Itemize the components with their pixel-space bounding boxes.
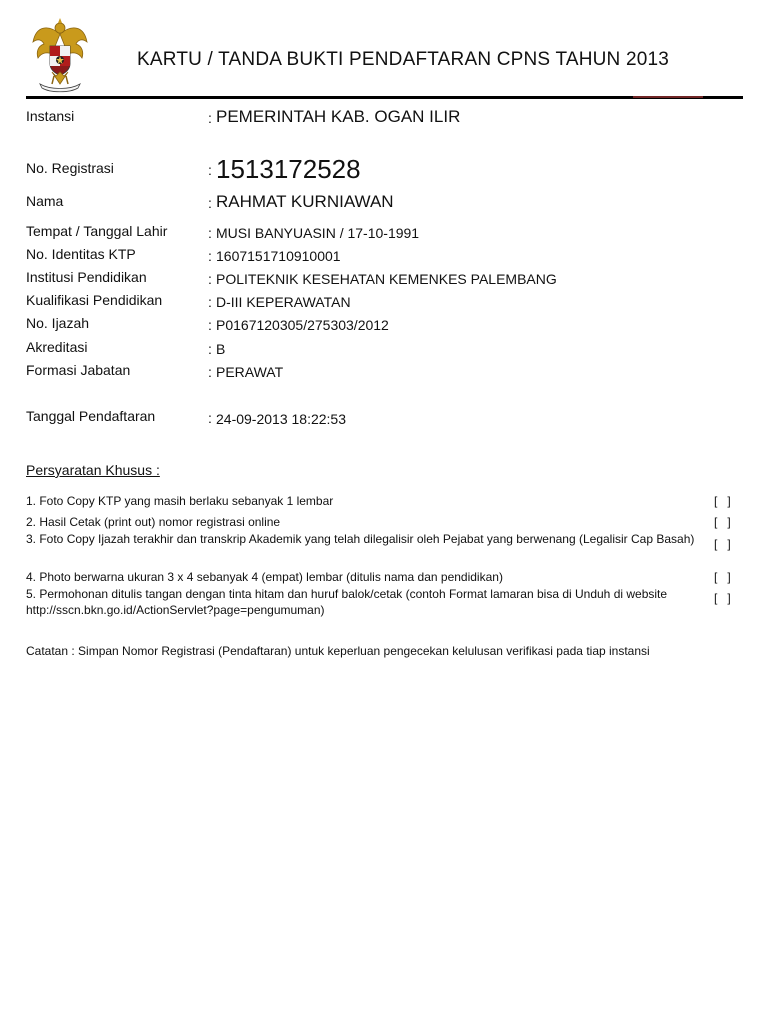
instansi-colon: : [208, 110, 212, 126]
tanggal-colon: : [208, 410, 212, 426]
tanggal-value: 24-09-2013 18:22:53 [216, 411, 346, 427]
requirement-item: 3. Foto Copy Ijazah terakhir dan transkrip Akademik yang telah dilegalisir oleh Pejabat yang berwenang (Legalisir Cap Basah) [26, 532, 695, 546]
ktp-label: No. Identitas KTP [26, 246, 136, 262]
akreditasi-value: B [216, 341, 226, 357]
ktp-colon: : [208, 248, 212, 264]
formasi-label: Formasi Jabatan [26, 362, 131, 378]
institusi-value: POLITEKNIK KESEHATAN KEMENKES PALEMBANG [216, 271, 557, 287]
instansi-value: PEMERINTAH KAB. OGAN ILIR [216, 107, 461, 126]
requirement-checkbox: [ ] [714, 537, 731, 551]
requirement-item: 2. Hasil Cetak (print out) nomor registrasi online [26, 515, 281, 529]
garuda-emblem-icon [30, 14, 90, 94]
no-registrasi-colon: : [208, 162, 212, 178]
header-mark [633, 96, 703, 98]
requirement-item: 1. Foto Copy KTP yang masih berlaku sebanyak 1 lembar [26, 494, 334, 508]
tanggal-label: Tanggal Pendaftaran [26, 408, 156, 424]
nama-colon: : [208, 195, 212, 211]
registration-note: Catatan : Simpan Nomor Registrasi (Pendaftaran) untuk keperluan pengecekan kelulusan verifikasi pada tiap instansi [26, 644, 650, 658]
instansi-label: Instansi [26, 108, 75, 124]
formasi-colon: : [208, 364, 212, 380]
nama-label: Nama [26, 193, 64, 209]
akreditasi-colon: : [208, 341, 212, 357]
ijazah-colon: : [208, 317, 212, 333]
requirement-checkbox: [ ] [714, 591, 731, 605]
no-registrasi-value: 1513172528 [216, 154, 361, 184]
institusi-label: Institusi Pendidikan [26, 269, 147, 285]
kualifikasi-colon: : [208, 294, 212, 310]
kualifikasi-value: D-III KEPERAWATAN [216, 294, 351, 310]
ttl-label: Tempat / Tanggal Lahir [26, 223, 168, 239]
ktp-value: 1607151710910001 [216, 248, 341, 264]
ttl-colon: : [208, 225, 212, 241]
requirement-checkbox: [ ] [714, 515, 731, 529]
requirements-heading: Persyaratan Khusus : [26, 462, 160, 478]
requirement-checkbox: [ ] [714, 494, 731, 508]
requirement-checkbox: [ ] [714, 570, 731, 584]
requirement-item: 5. Permohonan ditulis tangan dengan tinta hitam dan huruf balok/cetak (contoh Format lamaran bisa di Unduh di website http://sscn.bkn.go.id/ActionServlet?page=pengumuman) [26, 587, 668, 617]
institusi-colon: : [208, 271, 212, 287]
kualifikasi-label: Kualifikasi Pendidikan [26, 292, 163, 308]
ijazah-value: P0167120305/275303/2012 [216, 317, 389, 333]
akreditasi-label: Akreditasi [26, 339, 88, 355]
formasi-value: PERAWAT [216, 364, 284, 380]
page-title: KARTU / TANDA BUKTI PENDAFTARAN CPNS TAHUN 2013 [137, 49, 670, 70]
requirement-item: 4. Photo berwarna ukuran 3 x 4 sebanyak 4 (empat) lembar (ditulis nama dan pendidikan) [26, 570, 503, 584]
nama-value: RAHMAT KURNIAWAN [216, 192, 394, 211]
ttl-value: MUSI BANYUASIN / 17-10-1991 [216, 225, 420, 241]
ijazah-label: No. Ijazah [26, 315, 90, 331]
no-registrasi-label: No. Registrasi [26, 160, 114, 176]
